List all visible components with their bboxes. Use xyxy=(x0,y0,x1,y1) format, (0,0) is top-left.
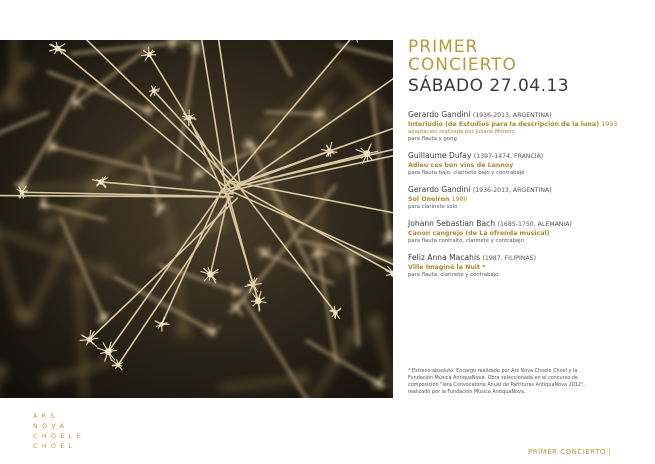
work-title-line xyxy=(408,121,648,129)
composer-bio: (1936-2013, ARGENTINA) xyxy=(472,187,552,194)
instrumentation: para flauta, clarinete y contrabajo xyxy=(408,272,499,278)
programme-item xyxy=(408,185,648,211)
work-year: 1993 xyxy=(601,121,618,128)
composer-name: Gerardo Gandini xyxy=(408,185,471,194)
instrumentation: para flauta bajo, clarinete bajo y contrabajo xyxy=(408,170,525,176)
programme-item xyxy=(408,151,648,177)
composer-name: Feliz Anna Macahis xyxy=(408,253,481,262)
instrumentation: para clarinete solo xyxy=(408,204,458,210)
composer-name: Johann Sebastian Bach xyxy=(408,219,496,228)
composer-bio: (1397-1474, FRANCIA) xyxy=(473,153,544,160)
footnote-line: composición "Iera Convocatoria Anual de Partituras AntiquaNova 2012", xyxy=(408,382,585,388)
programme-item xyxy=(408,219,648,245)
composer-line xyxy=(408,253,648,264)
programme-item xyxy=(408,110,648,143)
concert-date: SÁBADO 27.04.13 xyxy=(408,76,570,96)
work-title: Adieu ces bon vins de Lannoy xyxy=(408,162,514,169)
work-title: Interludio (de Estudios para la descripción de la luna) xyxy=(408,121,600,128)
programme-item xyxy=(408,253,648,279)
work-title: Ville Imaginé la Nuit * xyxy=(408,264,486,271)
logo-line: ARS xyxy=(33,413,59,420)
composer-line xyxy=(408,110,648,121)
composer-line xyxy=(408,219,648,230)
title-line-1: PRIMER xyxy=(408,37,479,57)
work-title-line xyxy=(408,264,648,272)
title-line-2: CONCIERTO xyxy=(408,55,517,75)
footnote-line: Fundación Música AntiquaNova. Obra seleccionada en el concurso de xyxy=(408,375,578,381)
composer-bio: (1685-1750, ALEMANIA) xyxy=(497,221,572,228)
dried-flowers-photo xyxy=(0,40,393,398)
composer-bio: (1936-2013, ARGENTINA) xyxy=(472,112,552,119)
adaptation-note: adaptación realizada por Juliano Moreno xyxy=(408,129,515,135)
composer-bio: (1987, FILIPINAS) xyxy=(482,255,536,262)
work-title: Sol Oneiron xyxy=(408,196,450,203)
logo-line: CHOELE xyxy=(33,433,86,440)
ars-nova-logo xyxy=(33,412,85,452)
composer-name: Gerardo Gandini xyxy=(408,110,471,119)
dried-flowers-illustration xyxy=(0,40,393,398)
concert-info xyxy=(408,38,648,287)
page-footer: PRIMER CONCIERTO | xyxy=(528,448,612,456)
instrumentation: para flauta contralto, clarinete y contrabajo xyxy=(408,238,524,244)
logo-line: CHOEL xyxy=(33,443,77,450)
work-year: 1980 xyxy=(451,196,468,203)
work-title-line xyxy=(408,196,648,204)
programme-list xyxy=(408,110,648,279)
footnote-line: realizado por la Fundación Música AntiquaNova. xyxy=(408,389,526,395)
work-title-line xyxy=(408,230,648,238)
instrumentation: para flauta y gong xyxy=(408,136,457,142)
composer-line xyxy=(408,185,648,196)
work-title: Canon cangrejo (de La ofrenda musical) xyxy=(408,230,550,237)
composer-line xyxy=(408,151,648,162)
footnote xyxy=(408,368,618,396)
logo-line: NOVA xyxy=(33,423,69,430)
composer-name: Guillaume Dufay xyxy=(408,151,472,160)
work-title-line xyxy=(408,162,648,170)
footnote-line: * Estreno absoluto. Encargo realizado por Ars Nova Choele Choel y la xyxy=(408,368,578,374)
